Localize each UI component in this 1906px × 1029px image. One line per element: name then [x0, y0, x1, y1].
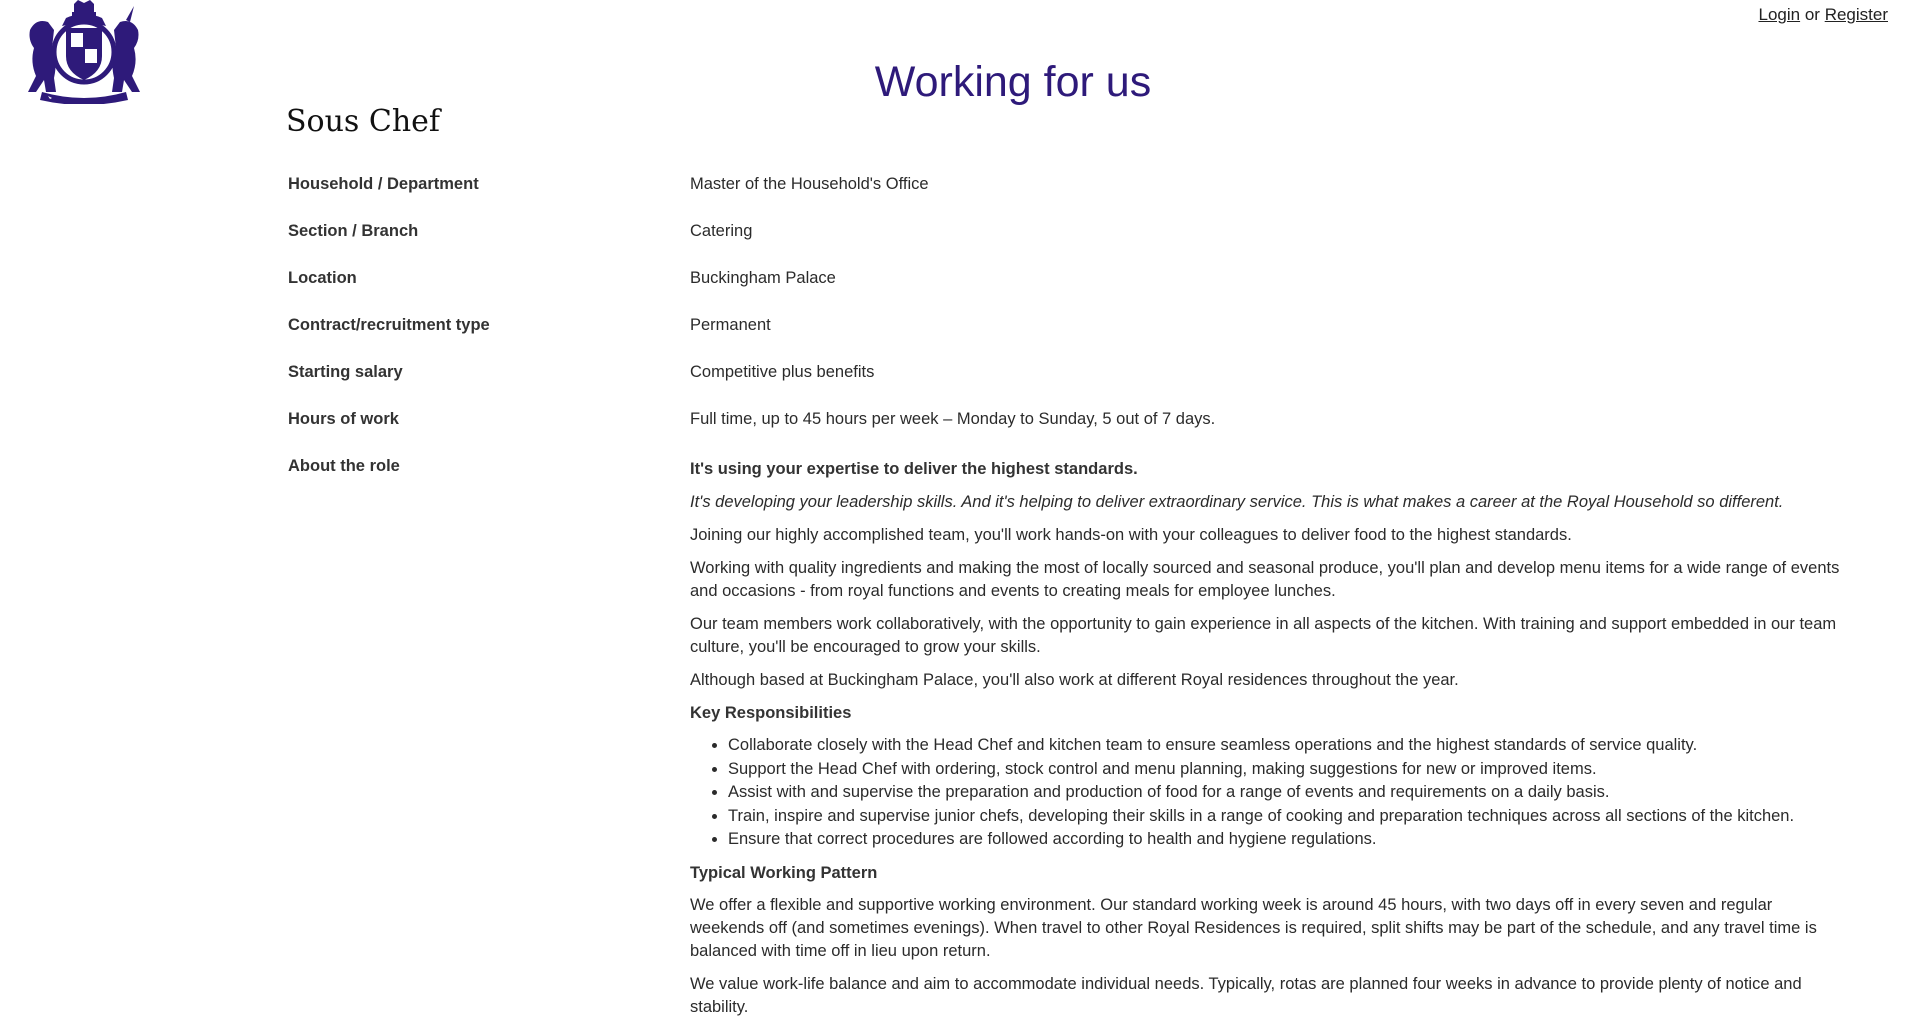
about-paragraph: Working with quality ingredients and making the most of locally sourced and seasonal produce, you'll plan and develop menu items for a wide range of events and occasions - from royal functions and events to creating meals for employee lunches. [690, 559, 1840, 600]
detail-row-hours [288, 408, 1848, 455]
about-the-role [690, 458, 1840, 1029]
detail-label: Hours of work [288, 410, 399, 428]
detail-value: Full time, up to 45 hours per week – Monday to Sunday, 5 out of 7 days. [690, 410, 1216, 428]
working-pattern-paragraph: We offer a flexible and supportive working environment. Our standard working week is around 45 hours, with two days off in every seven and regular weekends off (and sometimes evenings). When travel to other Royal Residences is required, split shifts may be part of the schedule, and any travel time is balanced with time off in lieu upon return. [690, 895, 1817, 960]
about-paragraph: Joining our highly accomplished team, you'll work hands-on with your colleagues to deliver food to the highest standards. [690, 526, 1572, 544]
detail-row-location [288, 267, 1848, 314]
detail-label: Contract/recruitment type [288, 316, 490, 334]
about-intro-italic: It's developing your leadership skills. And it's helping to deliver extraordinary service. This is what makes a career at the Royal Household so different. [690, 493, 1784, 511]
working-pattern-paragraph: We value work-life balance and aim to accommodate individual needs. Typically, rotas are planned four weeks in advance to provide plenty of notice and stability. [690, 974, 1802, 1016]
detail-label: Starting salary [288, 363, 403, 381]
responsibilities-heading: Key Responsibilities [690, 704, 852, 722]
about-paragraph: Our team members work collaboratively, with the opportunity to gain experience in all aspects of the kitchen. With training and support embedded in our team culture, you'll be encouraged to grow your skills. [690, 615, 1837, 656]
detail-value: Master of the Household's Office [690, 175, 929, 193]
detail-label: Section / Branch [288, 222, 419, 240]
detail-value: Catering [690, 222, 753, 240]
working-pattern-heading: Typical Working Pattern [690, 863, 878, 882]
auth-links [1758, 5, 1888, 25]
detail-row-section [288, 220, 1848, 267]
about-intro-bold: It's using your expertise to deliver the highest standards. [690, 460, 1138, 478]
detail-value: Permanent [690, 316, 771, 334]
detail-label: Location [288, 269, 357, 287]
auth-separator: or [1804, 5, 1820, 24]
list-item: • Assist with and supervise the preparation and production of food for a range of events and requirements on a daily basis. [728, 781, 1840, 805]
list-item: • Collaborate closely with the Head Chef and kitchen team to ensure seamless operations and the highest standards of service quality. [728, 734, 1840, 758]
page-title: Working for us [874, 58, 1152, 106]
detail-row-department [288, 173, 1848, 220]
job-details [288, 173, 1848, 502]
detail-label-about: About the role [288, 457, 400, 475]
detail-value: Competitive plus benefits [690, 363, 875, 381]
detail-value: Buckingham Palace [690, 269, 836, 287]
register-link[interactable]: Register [1824, 5, 1888, 24]
about-paragraph: Although based at Buckingham Palace, you'll also work at different Royal residences throughout the year. [690, 671, 1459, 689]
detail-row-contract [288, 314, 1848, 361]
list-item: • Support the Head Chef with ordering, stock control and menu planning, making suggestions for new or improved items. [728, 758, 1840, 782]
list-item: • Ensure that correct procedures are followed according to health and hygiene regulations. [728, 828, 1840, 852]
list-item: • Train, inspire and supervise junior chefs, developing their skills in a range of cooking and preparation techniques across all sections of the kitchen. [728, 805, 1840, 829]
job-title: Sous Chef [286, 104, 440, 139]
detail-row-salary [288, 361, 1848, 408]
responsibilities-list [690, 734, 1840, 852]
login-link[interactable]: Login [1758, 5, 1801, 24]
detail-label: Household / Department [288, 175, 479, 193]
